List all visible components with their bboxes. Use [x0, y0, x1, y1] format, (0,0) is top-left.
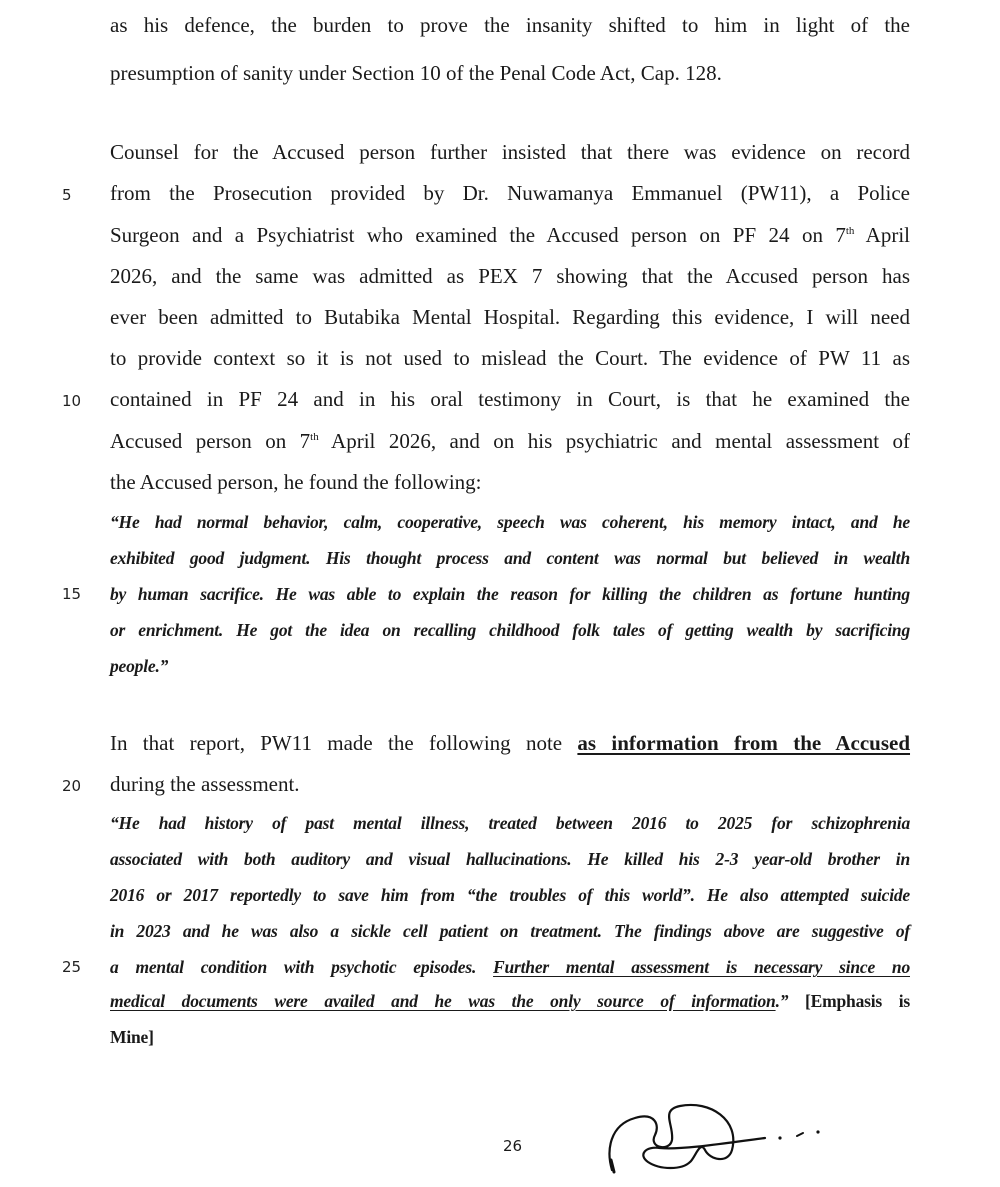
superscript: th — [310, 431, 319, 443]
quote-1-line-1: “He had normal behavior, calm, cooperative, speech was coherent, his memory intact, and he — [110, 512, 910, 532]
text: In that report, PW11 made the following note — [110, 731, 578, 755]
signature-icon — [600, 1100, 840, 1180]
paragraph-2-line-5: ever been admitted to Butabika Mental Hospital. Regarding this evidence, I will need — [110, 305, 910, 329]
quote-2-line-7: Mine] — [110, 1027, 154, 1047]
quote-2-line-3: 2016 or 2017 reportedly to save him from “the troubles of this world”. He also attempted suicide — [110, 885, 910, 905]
emphasis-note: [Emphasis is — [805, 991, 910, 1011]
quote-1-line-3: by human sacrifice. He was able to explain the reason for killing the children as fortune hunting — [110, 584, 910, 604]
paragraph-1-line-1: as his defence, the burden to prove the insanity shifted to him in light of the — [110, 13, 910, 37]
line-number-10: 10 — [62, 392, 82, 410]
quote-2-line-5 — [110, 952, 910, 982]
quote-1-line-5: people.” — [110, 656, 169, 676]
quote-1-line-4: or enrichment. He got the idea on recalling childhood folk tales of getting wealth by sacrificing — [110, 620, 910, 640]
paragraph-2-line-3 — [110, 220, 910, 250]
quote-2-line-4: in 2023 and he was also a sickle cell patient on treatment. The findings above are suggestive of — [110, 921, 910, 941]
text: Surgeon and a Psychiatrist who examined the Accused person on PF 24 on 7 — [110, 223, 846, 247]
paragraph-2-line-7: contained in PF 24 and in his oral testimony in Court, is that he examined the — [110, 387, 910, 411]
quote-1-line-2: exhibited good judgment. His thought process and content was normal but believed in wealth — [110, 548, 910, 568]
quote-2-line-1: “He had history of past mental illness, treated between 2016 to 2025 for schizophrenia — [110, 813, 910, 833]
quote-2-line-6 — [110, 986, 910, 1016]
text: April — [854, 223, 910, 247]
line-number-20: 20 — [62, 777, 82, 795]
text: .” — [775, 991, 806, 1011]
line-number-15: 15 — [62, 585, 82, 603]
paragraph-1-line-2: presumption of sanity under Section 10 of the Penal Code Act, Cap. 128. — [110, 61, 722, 85]
line-number-5: 5 — [62, 186, 72, 204]
underlined-text: Further mental assessment is necessary since no — [493, 957, 910, 977]
paragraph-3-line-1 — [110, 728, 910, 758]
emphasized-text: as information from the Accused — [577, 731, 911, 755]
superscript: th — [845, 225, 855, 237]
paragraph-2-line-2: from the Prosecution provided by Dr. Nuwamanya Emmanuel (PW11), a Police — [110, 181, 910, 205]
line-number-25: 25 — [62, 958, 82, 976]
paragraph-2-line-6: to provide context so it is not used to mislead the Court. The evidence of PW 11 as — [110, 346, 910, 370]
text: a mental condition with psychotic episodes. — [110, 957, 494, 977]
paragraph-3-line-2: during the assessment. — [110, 772, 300, 796]
quote-2-line-2: associated with both auditory and visual hallucinations. He killed his 2-3 year-old brother in — [110, 849, 910, 869]
paragraph-2-line-8 — [110, 426, 910, 456]
paragraph-2-line-9: the Accused person, he found the following: — [110, 470, 482, 494]
paragraph-2-line-1: Counsel for the Accused person further insisted that there was evidence on record — [110, 140, 910, 164]
text: April 2026, and on his psychiatric and mental assessment of — [318, 429, 910, 453]
text: Accused person on 7 — [110, 429, 311, 453]
paragraph-2-line-4: 2026, and the same was admitted as PEX 7 showing that the Accused person has — [110, 264, 910, 288]
page-number: 26 — [503, 1137, 523, 1155]
underlined-text: medical documents were availed and he was the only source of information — [110, 991, 776, 1011]
